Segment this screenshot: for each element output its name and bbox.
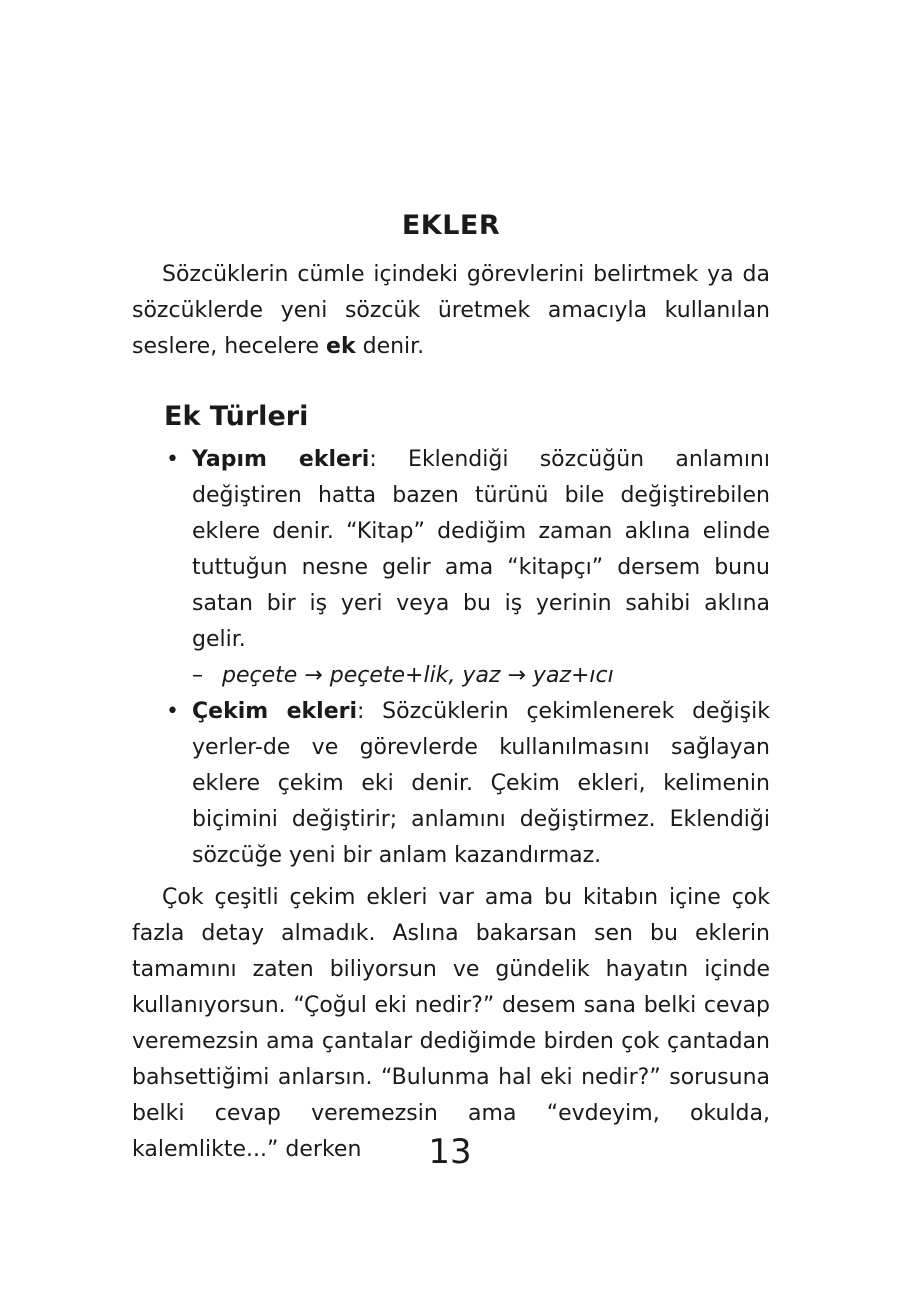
bullet-marker: •: [166, 447, 179, 472]
page-title: EKLER: [401, 210, 501, 241]
intro-text-after: denir.: [355, 334, 425, 359]
section-heading: Ek Türleri: [164, 401, 309, 432]
closing-paragraph: Çok çeşitli çekim ekleri var ama bu kitabın içine çok fazla detay almadık. Aslına bakarsan sen bu eklerin tamamını zaten biliyorsun ve gündelik hayatın içinde kullanıyorsun. “Çoğul eki nedir?” desem sana belki cevap veremezsin ama çantalar dediğimde birden çok çantadan bahsettiğimi anlarsın. “Bulunma hal eki nedir?” sorusuna belki cevap veremezsin ama “evdeyim, okulda, kalemlikte...” derken: [132, 885, 770, 1162]
bullet-text: : Sözcüklerin çekimlenerek değişik yerler-de ve görevlerde kullanılmasını sağlayan eklere çekim eki denir. Çekim ekleri, kelimenin biçimini değiştirir; anlamını değiştirmez. Eklendiği sözcüğe yeni bir anlam kazandırmaz.: [192, 699, 770, 868]
bullet-item-yapim: [132, 442, 770, 658]
example-word: yaz+ıcı: [532, 663, 614, 688]
bullet-text: : Eklendiği sözcüğün anlamını değiştiren hatta bazen türünü bile değiştirebilen eklere denir. “Kitap” dediğim zaman aklına elinde tuttuğun nesne gelir ama “kitapçı” dersem bunu satan bir iş yeri veya bu iş yerinin sahibi aklına gelir.: [192, 447, 770, 652]
bullet-item-cekim: [132, 694, 770, 874]
arrow-icon: →: [304, 663, 323, 688]
bullet-marker: •: [166, 699, 179, 724]
intro-bold-term: ek: [326, 334, 356, 359]
example-line: [132, 658, 770, 694]
arrow-icon: →: [507, 663, 526, 688]
bullet-term: Yapım ekleri: [192, 447, 370, 472]
intro-text-before: Sözcüklerin cümle içindeki görevlerini belirtmek ya da sözcüklerde yeni sözcük üretmek amacıyla kullanılan seslere, hecelere: [132, 262, 770, 359]
page-number: 13: [428, 1132, 472, 1172]
page-body: [132, 210, 770, 1168]
intro-paragraph: [132, 257, 770, 365]
example-word: peçete: [222, 663, 298, 688]
example-word: peçete+lik,: [329, 663, 456, 688]
example-word: yaz: [462, 663, 501, 688]
bullet-term: Çekim ekleri: [192, 699, 357, 724]
example-dash: –: [192, 663, 203, 688]
